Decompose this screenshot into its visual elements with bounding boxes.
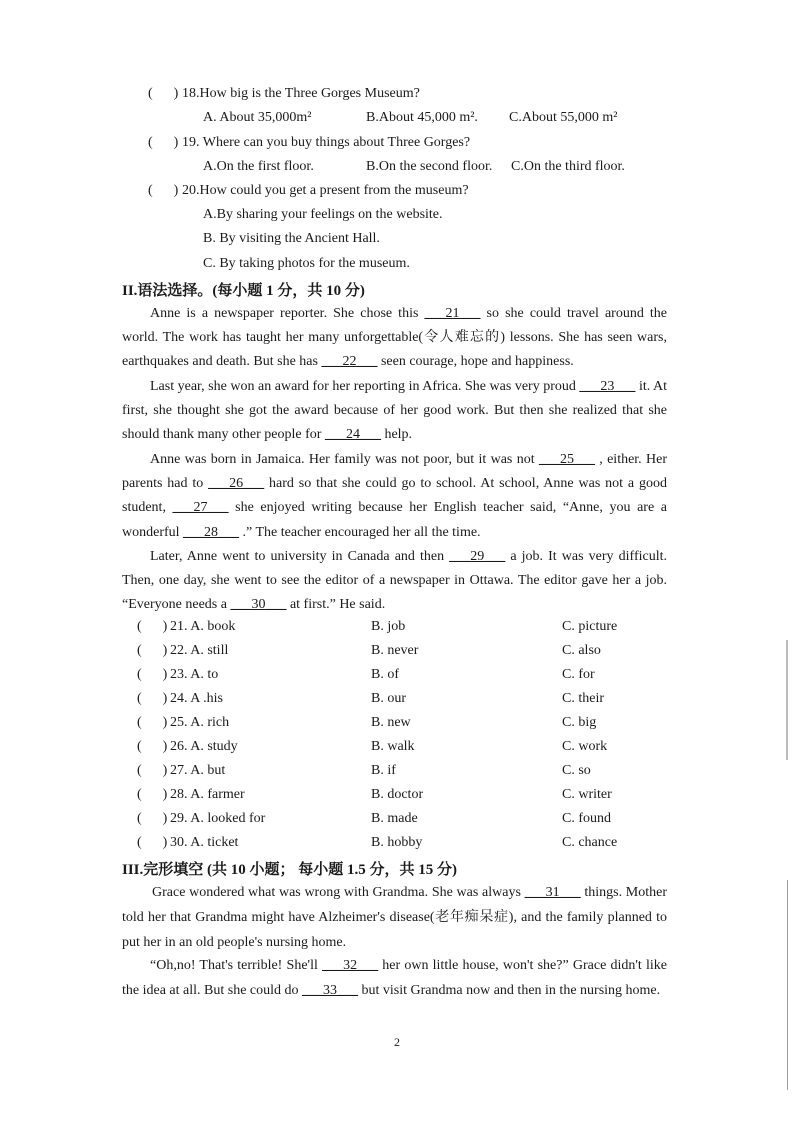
passage-text: Last year, she won an award for her reporting in Africa. She was very proud [150, 379, 580, 394]
answer-blank: ___27___ [172, 500, 229, 516]
passage-paragraph [122, 545, 667, 618]
passage-text: “Oh,no! That's terrible! She'll [150, 958, 323, 973]
passage-text: , either. Her parents had to [122, 452, 667, 492]
answer-blank: ___24___ [324, 427, 381, 443]
passage-paragraph [122, 880, 667, 955]
passage-text: Later, Anne went to university in Canada and then [150, 549, 450, 564]
option-a: A.By sharing your feelings on the website. [203, 207, 443, 222]
option-b: B. By visiting the Ancient Hall. [203, 231, 380, 246]
scan-edge-mark [786, 640, 788, 760]
option-row [137, 715, 697, 739]
question-stem: 20.How could you get a present from the museum? [182, 183, 469, 198]
option-c: C. work [562, 739, 608, 754]
option-b: B. our [371, 691, 406, 706]
passage-text: Anne is a newspaper reporter. She chose this [150, 306, 425, 321]
option-b: B. of [371, 667, 399, 682]
option-c: C. their [562, 691, 604, 706]
option-b: B. job [371, 619, 406, 634]
passage-text: she enjoyed writing because her English teacher said, “Anne, you are a wonderful [122, 500, 667, 540]
option-row [137, 787, 697, 811]
answer-blank: ___33___ [302, 983, 359, 998]
option-b: B. walk [371, 739, 415, 754]
passage-text: at first.” He said. [286, 597, 386, 613]
option-row [137, 667, 697, 691]
passage-text: hard so that she could go to school. At school, Anne was not a good student, [122, 476, 667, 516]
answer-paren: ( ) [148, 86, 179, 101]
option-b: B.On the second floor. [366, 159, 493, 174]
option-c: C. writer [562, 787, 612, 802]
option-a: 30. A. ticket [170, 835, 239, 850]
option-c: C. for [562, 667, 595, 682]
passage-paragraph [122, 302, 667, 375]
option-row [137, 763, 697, 787]
answer-blank: ___28___ [183, 524, 240, 540]
passage-text: Grace wondered what was wrong with Grandma. She was always [152, 885, 525, 900]
option-a: A.On the first floor. [203, 159, 314, 174]
option-row [137, 835, 697, 859]
answer-paren: ( ) [148, 183, 179, 198]
answer-blank: ___22___ [321, 354, 378, 370]
option-b: B. never [371, 643, 419, 658]
option-c: C. found [562, 811, 611, 826]
answer-paren: ( ) [137, 739, 168, 754]
option-a: 29. A. looked for [170, 811, 266, 826]
answer-paren: ( ) [137, 763, 168, 778]
passage-text: things. Mother told her that Grandma might have Alzheimer's disease(老年痴呆症), and the family planned to put her in an old people's nursing home. [122, 885, 667, 950]
option-c: C. picture [562, 619, 618, 634]
answer-blank: ___29___ [449, 549, 506, 564]
option-a: 21. A. book [170, 619, 236, 634]
answer-paren: ( ) [137, 691, 168, 706]
answer-paren: ( ) [148, 135, 179, 150]
question-stem: 18.How big is the Three Gorges Museum? [182, 86, 420, 101]
answer-paren: ( ) [137, 643, 168, 658]
option-row [137, 643, 697, 667]
option-a: 28. A. farmer [170, 787, 245, 802]
option-c: C.About 55,000 m² [509, 110, 618, 125]
answer-paren: ( ) [137, 667, 168, 682]
passage-text: .” The teacher encouraged her all the time. [239, 524, 481, 540]
option-a: 26. A. study [170, 739, 238, 754]
passage-text: Anne was born in Jamaica. Her family was not poor, but it was not [150, 452, 539, 467]
passage-text: seen courage, hope and happiness. [377, 354, 574, 370]
answer-blank: ___23___ [579, 379, 636, 394]
answer-blank: ___31___ [524, 885, 581, 900]
option-c: C. By taking photos for the museum. [203, 256, 410, 271]
option-row [137, 811, 697, 835]
option-a: 22. A. still [170, 643, 229, 658]
answer-blank: ___30___ [230, 597, 287, 613]
section-heading-grammar: II.语法选择。(每小题 1 分，共 10 分) [122, 283, 365, 299]
option-c: C. big [562, 715, 597, 730]
page-number: 2 [394, 1035, 400, 1049]
answer-blank: ___26___ [208, 476, 265, 492]
option-a: 25. A. rich [170, 715, 230, 730]
answer-blank: ___21___ [424, 306, 481, 321]
answer-paren: ( ) [137, 835, 168, 850]
answer-blank: ___32___ [322, 958, 379, 973]
option-b: B. if [371, 763, 396, 778]
question-stem: 19. Where can you buy things about Three Gorges? [182, 135, 471, 150]
answer-paren: ( ) [137, 619, 168, 634]
passage-text: but visit Grandma now and then in the nursing home. [358, 983, 661, 998]
passage-paragraph [122, 953, 667, 1003]
option-c: C.On the third floor. [511, 159, 625, 174]
passage-text: a job. It was very difficult. Then, one day, she went to see the editor of a newspaper in Ottawa. The editor gave her a job. “Everyone needs a [122, 549, 667, 613]
option-row [137, 619, 697, 643]
section-heading-cloze: III.完形填空 (共 10 小题； 每小题 1.5 分，共 15 分) [122, 862, 458, 878]
answer-paren: ( ) [137, 811, 168, 826]
option-c: C. chance [562, 835, 618, 850]
option-c: C. so [562, 763, 591, 778]
option-b: B. new [371, 715, 411, 730]
option-b: B. made [371, 811, 418, 826]
option-a: 23. A. to [170, 667, 219, 682]
option-a: A. About 35,000m² [203, 110, 312, 125]
option-row [137, 691, 697, 715]
option-row [137, 739, 697, 763]
option-c: C. also [562, 643, 601, 658]
passage-text: so she could travel around the world. The work has taught her many unforgettable(令人难忘的) lessons. She has seen wars, earthquakes and death. But she has [122, 306, 668, 370]
option-b: B.About 45,000 m². [366, 110, 478, 125]
option-b: B. doctor [371, 787, 424, 802]
option-a: 24. A .his [170, 691, 223, 706]
passage-paragraph [122, 448, 667, 545]
scan-edge-mark [787, 880, 788, 1090]
answer-paren: ( ) [137, 715, 168, 730]
answer-paren: ( ) [137, 787, 168, 802]
passage-text: it. At first, she thought she got the award because of her good work. But then she realized that she should thank many other people for [122, 379, 667, 443]
passage-text: her own little house, won't she?” Grace didn't like the idea at all. But she could do [122, 958, 668, 998]
passage-paragraph [122, 375, 667, 448]
option-b: B. hobby [371, 835, 423, 850]
answer-blank: ___25___ [538, 452, 595, 467]
option-a: 27. A. but [170, 763, 226, 778]
passage-text: help. [380, 427, 413, 443]
